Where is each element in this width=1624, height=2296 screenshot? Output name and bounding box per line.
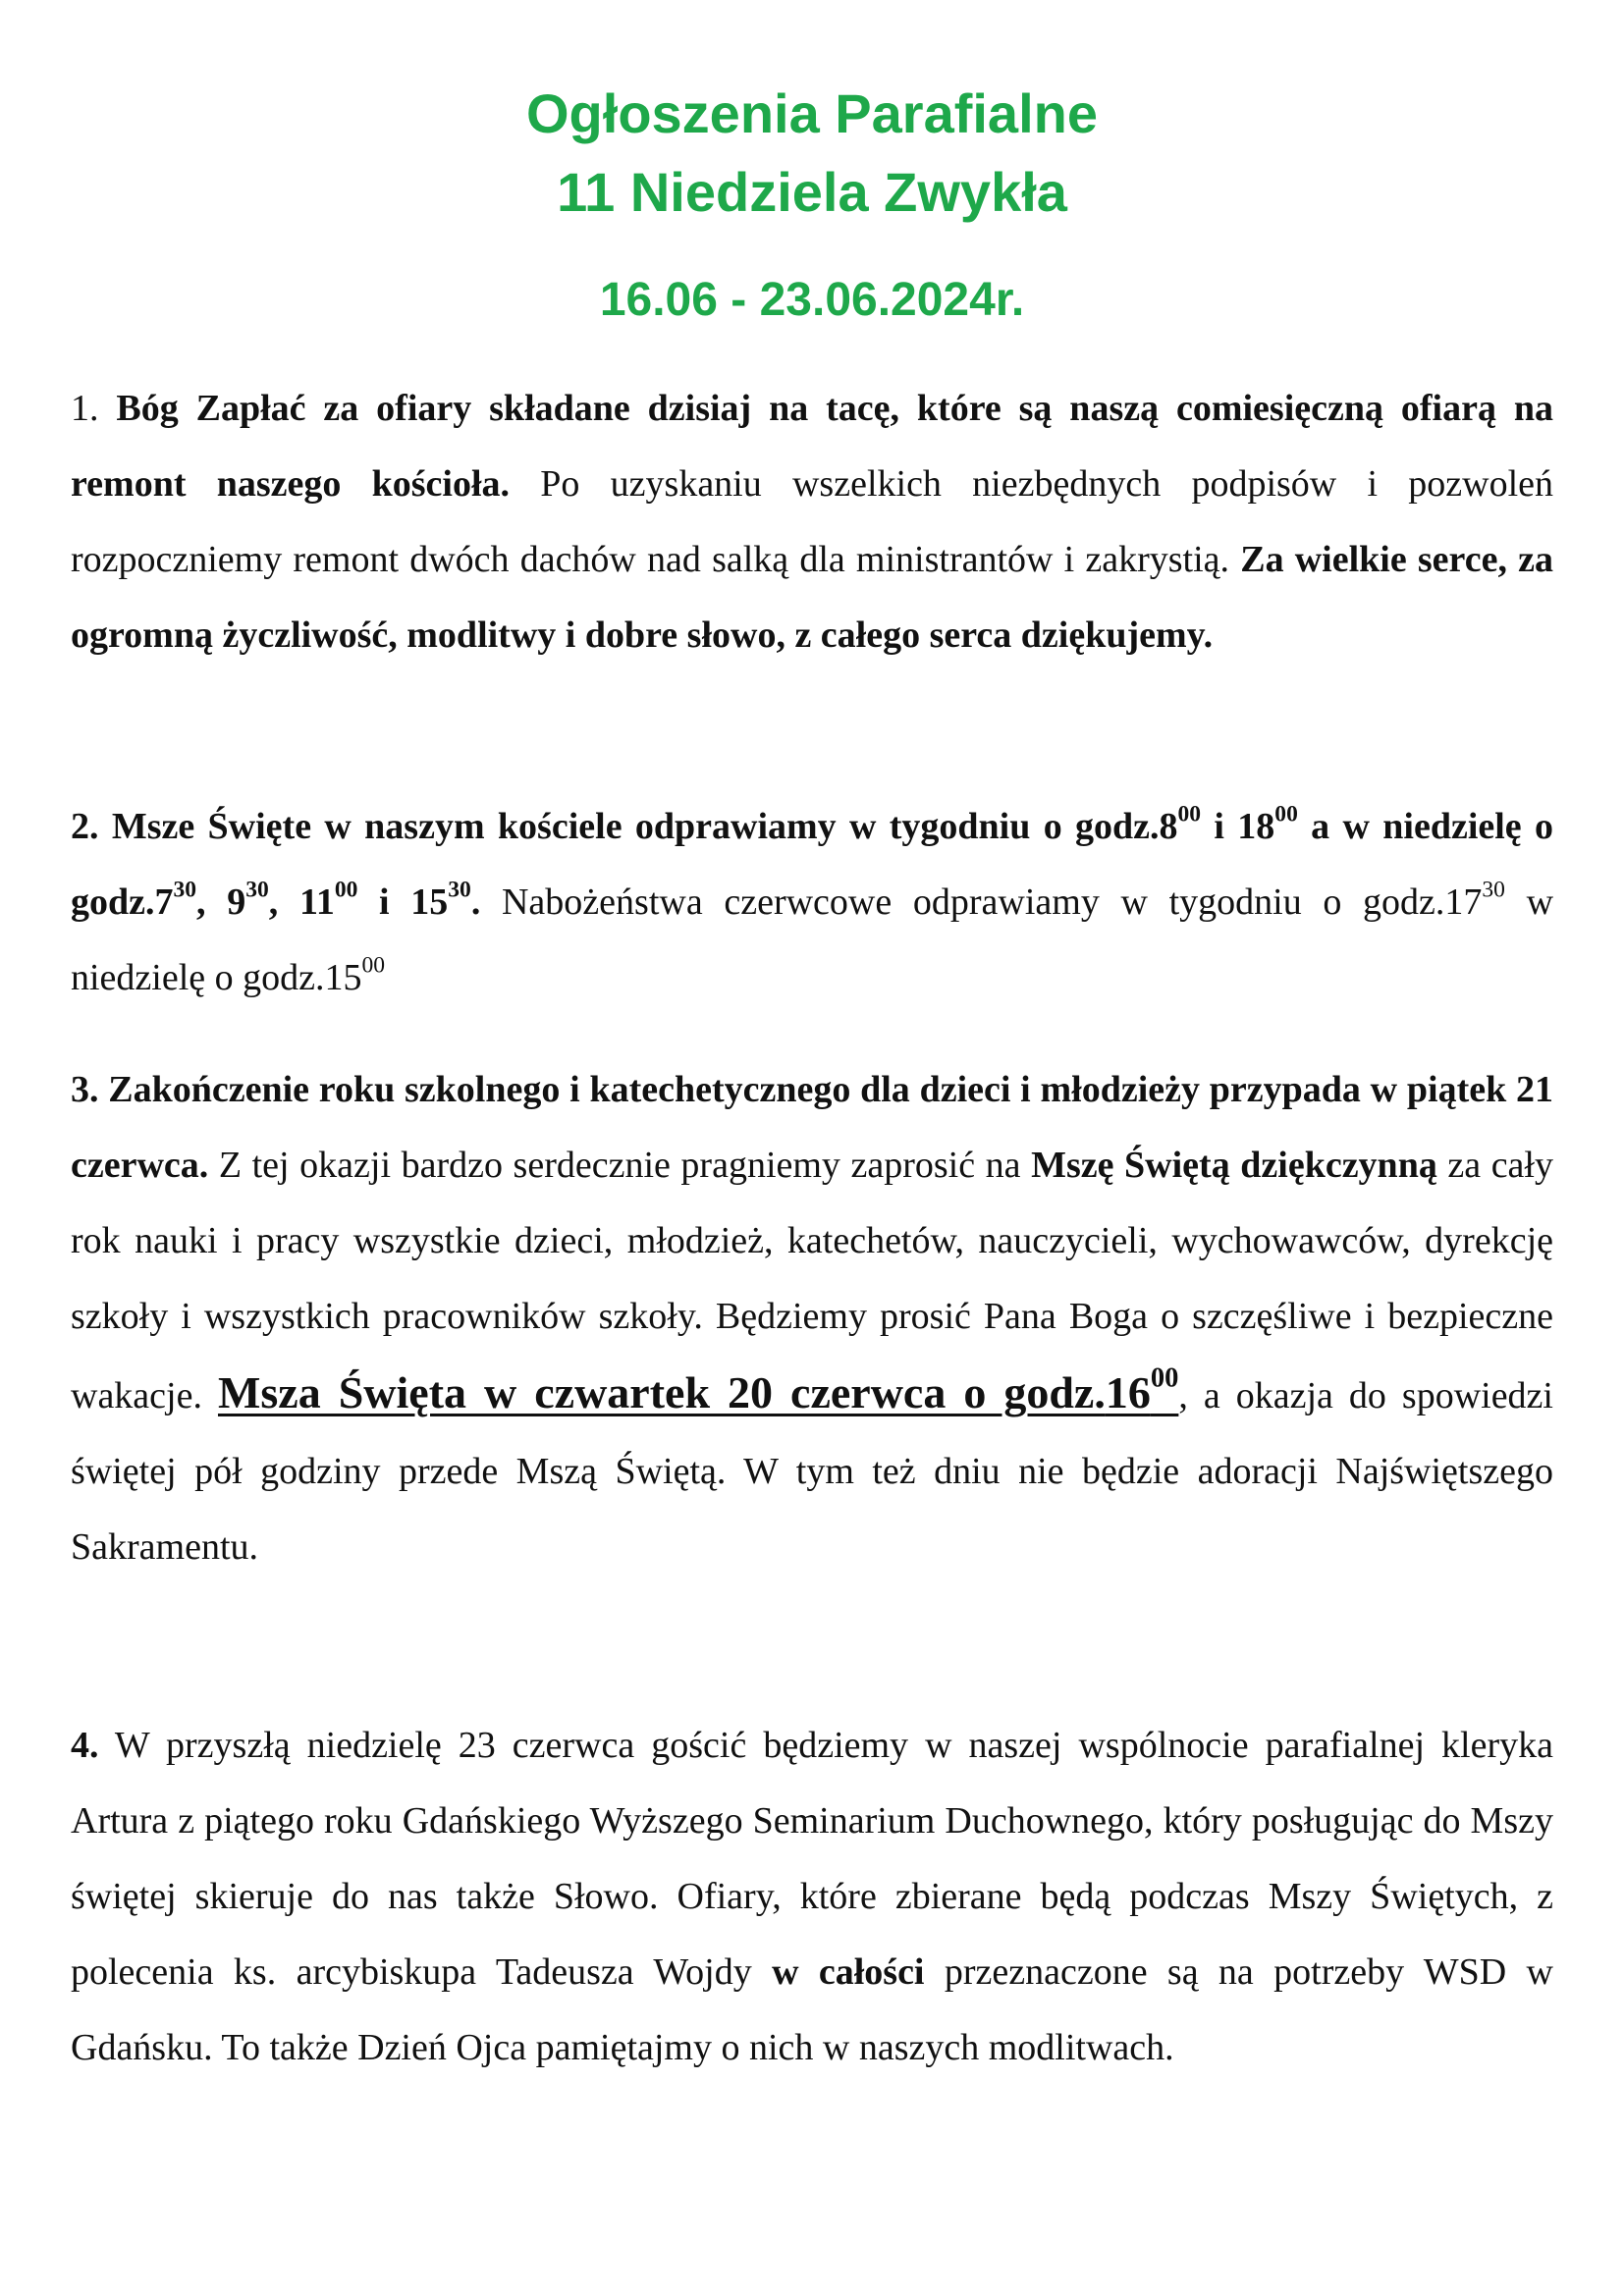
announcement-number: 1 — [71, 388, 89, 429]
announcement-1: 1. Bóg Zapłać za ofiary składane dzisiaj na tacę, które są naszą comiesięczną ofiarą na remont naszego kościoła. Po uzyskaniu wszelkich niezbędnych podpisów i pozwoleń rozpoczniemy remont dwóch dachów nad salką dla ministrantów i zakrystią. Za wielkie serce, za ogromną życzliwość, modlitwy i dobre słowo, z całego serca dziękujemy. — [71, 388, 1554, 656]
mass-time-weekday-1: $8^{00}$ — [1159, 801, 1202, 847]
announcement-number: 2. — [71, 806, 99, 847]
date-range: 16.06 - 23.06.2024r. — [599, 274, 1025, 326]
mass-time-sunday-3: $11^{00}$ — [298, 877, 358, 923]
announcement-text: Nabożeństwa czerwcowe odprawiamy w tygodniu o godz. — [480, 881, 1445, 923]
mass-time-sunday-4: $15^{30}$ — [410, 877, 471, 923]
announcement-bold: w całości — [772, 1951, 925, 1993]
announcement-number: 4. — [71, 1725, 99, 1766]
mass-time-sunday-1: $7^{30}$ — [154, 877, 197, 923]
announcement-text: Po uzyskaniu wszelkich niezbędnych podpisów i pozwoleń rozpoczniemy remont dwóch dachów nad salką dla ministrantów i zakrystią. — [71, 463, 1554, 580]
devotion-time-sunday: $15^{00}$ — [324, 952, 386, 998]
highlighted-mass-notice: Msza Święta w czwartek 20 czerwca o $godz.16^{00}$ — [217, 1362, 1179, 1417]
mass-time-sunday-2: $9^{30}$ — [227, 877, 269, 923]
devotion-time-weekday: $17^{30}$ — [1444, 877, 1505, 923]
page-title: Ogłoszenia Parafialne — [526, 82, 1098, 144]
announcement-3 — [71, 1052, 1553, 1585]
announcement-number: 3. — [71, 1069, 99, 1110]
announcement-bold: Zakończenie roku szkolnego i katechetycznego dla dzieci i młodzieży przypada w piątek 21 czerwca. — [71, 1069, 1553, 1186]
announcement-text: W przyszłą niedzielę 23 czerwca gościć będziemy w naszej wspólnocie parafialnej kleryka Artura z piątego roku Gdańskiego Wyższego Seminarium Duchownego, który posługując do Mszy świętej skieruje do nas także Słowo. Ofiary, które zbierane będą podczas Mszy Świętych, z polecenia ks. arcybiskupa Tadeusza Wojdy — [71, 1725, 1553, 1993]
announcement-text: Z tej okazji bardzo serdecznie pragniemy zaprosić na — [208, 1145, 1032, 1186]
announcement-bold: Bóg Zapłać za ofiary składane dzisiaj na tacę, które są naszą comiesięczną ofiarą na remont naszego kościoła. — [71, 388, 1553, 505]
announcement-text: za cały rok nauki i pracy wszystkie dzieci, młodzież, katechetów, nauczycieli, wychowawców, dyrekcję szkoły i wszystkich pracowników szkoły. Będziemy prosić Pana Boga o szczęśliwe i bezpieczne wakacje. — [71, 1145, 1553, 1416]
announcement-text: , a okazja do spowiedzi świętej pół godziny przede Mszą Świętą. W tym też dniu nie będzie adoracji Najświętszego Sakramentu. — [71, 1375, 1553, 1568]
announcement-bold: Msze Święte w naszym kościele odprawiamy w tygodniu o godz. — [98, 806, 1160, 847]
announcement-4 — [71, 1708, 1553, 2086]
announcement-2: 2. Msze Święte w naszym kościele odprawiamy w tygodniu o $godz.8^{00}$ i $18^{00}$ a w niedzielę o $godz.7^{30}$, $9^{30}$, $11^{00}$ i $15^{30}$. Nabożeństwa czerwcowe odprawiamy w tygodniu o $godz.17^{30}$ w niedzielę o $godz.15^{00}$ — [71, 801, 1554, 998]
announcement-bold: Mszę Świętą dziękczynną — [1031, 1145, 1437, 1186]
mass-time-weekday-2: $18^{00}$ — [1237, 801, 1298, 847]
announcement-bold: Za wielkie serce, za ogromną życzliwość, modlitwy i dobre słowo, z całego serca dziękujemy. — [71, 539, 1553, 656]
page-subtitle: 11 Niedziela Zwykła — [557, 161, 1067, 223]
announcement-text: przeznaczone są na potrzeby WSD w Gdańsku. To także Dzień Ojca pamiętajmy o nich w naszych modlitwach. — [71, 1951, 1553, 2068]
announcement-text: w niedzielę o godz. — [71, 881, 1554, 998]
